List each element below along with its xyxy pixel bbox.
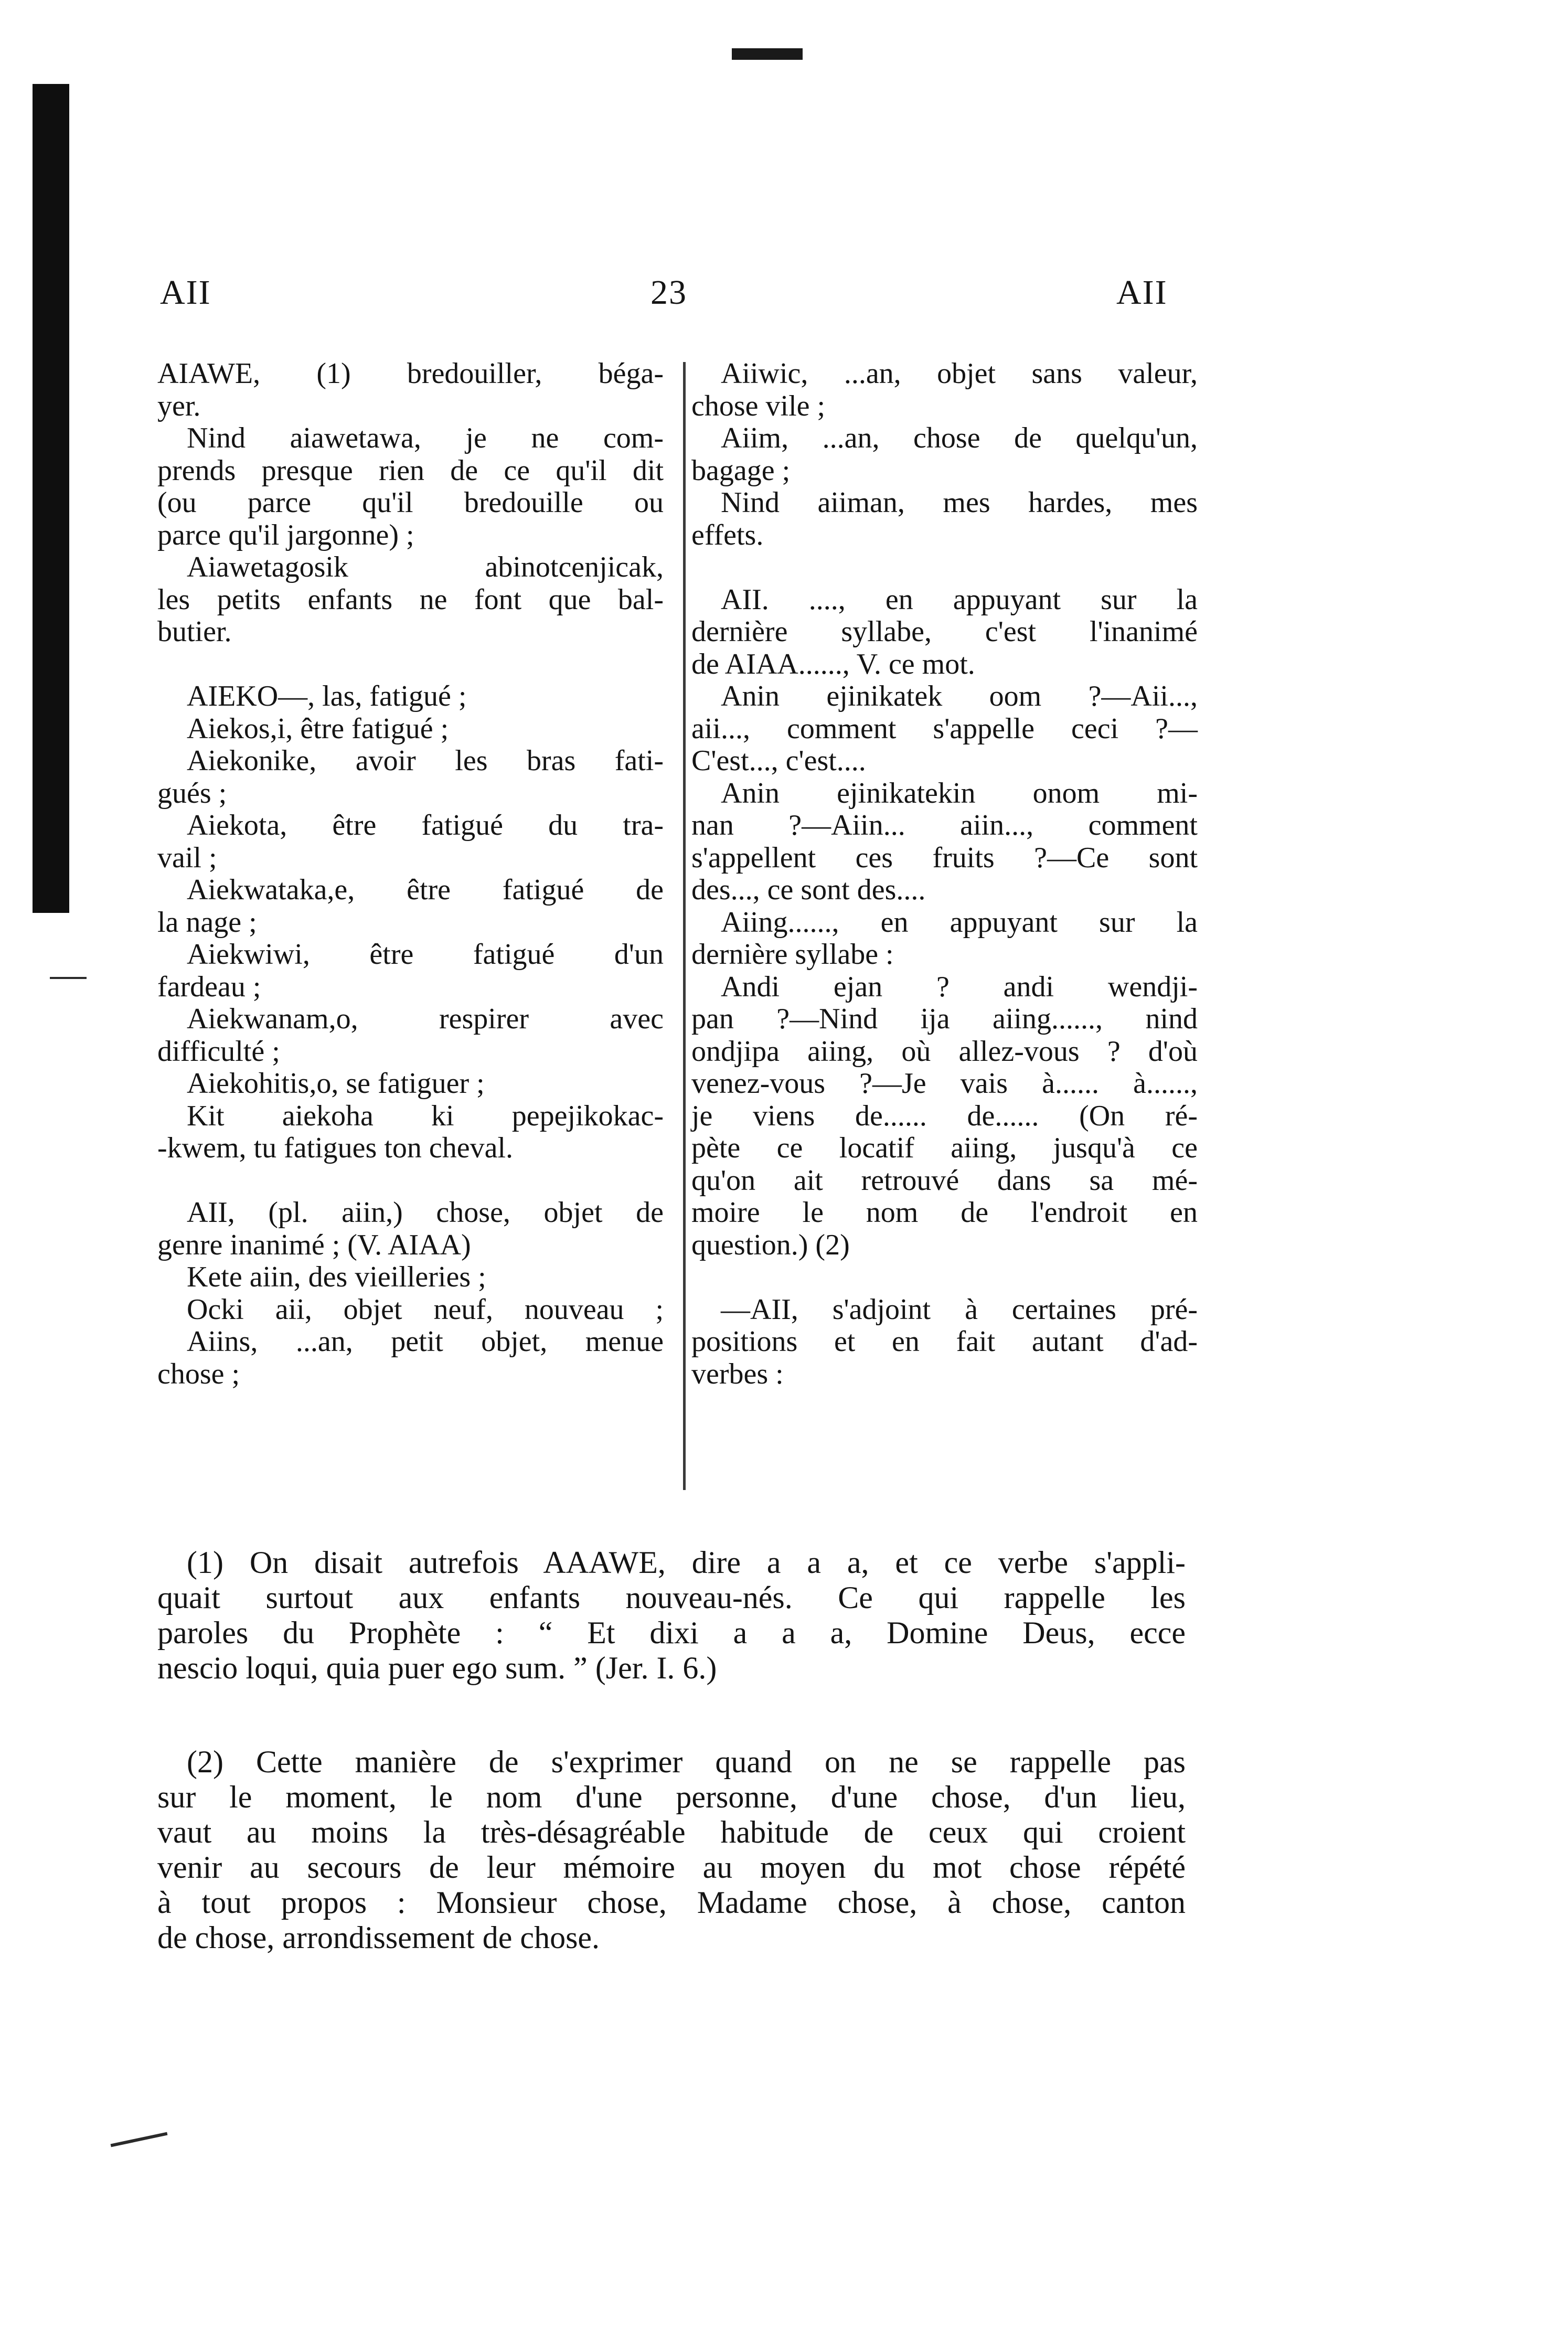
left-column-line: vail ; [157,841,217,874]
column-divider [683,362,686,1490]
footnote-line: de chose, arrondissement de chose. [157,1920,600,1955]
right-column-line: pète ce locatif aiing, jusqu'à ce [691,1132,1198,1164]
footnote-line: quait surtout aux enfants nouveau-nés. Ce qui rappelle les [157,1580,1186,1615]
page-number: 23 [650,273,687,312]
right-column-line: qu'on ait retrouvé dans sa mé- [691,1164,1198,1197]
paragraph-gap [157,1165,664,1197]
right-column-line: Anin ejinikatek oom ?—Aii..., [721,680,1198,712]
left-column-line: Aiekwataka,e, être fatigué de [187,874,664,906]
right-column-line: effets. [691,518,764,551]
right-column-line: —AII, s'adjoint à certaines pré- [721,1293,1198,1326]
right-column-line: nan ?—Aiin... aiin..., comment [691,809,1198,842]
left-column-line: Aiawetagosik abinotcenjicak, [187,551,664,583]
right-column-line: des..., ce sont des.... [691,874,926,906]
footnote-line: sur le moment, le nom d'une personne, d'une chose, d'un lieu, [157,1780,1186,1814]
footnote-2 [157,1744,1186,1955]
left-column-line: Aiekota, être fatigué du tra- [187,809,664,842]
running-head-right: AII [1116,273,1168,312]
right-column-line: chose vile ; [691,389,826,422]
left-column-line: Aiekos,i, être fatigué ; [187,712,449,745]
scan-dash-left [50,977,87,979]
left-column-line: -kwem, tu fatigues ton cheval. [157,1132,514,1164]
running-head-left: AII [160,273,211,312]
left-column-line: parce qu'il jargonne) ; [157,518,414,551]
footnote-line: (2) Cette manière de s'exprimer quand on ne se rappelle pas [187,1744,1186,1779]
footnote-line: vaut au moins la très-désagréable habitude de ceux qui croient [157,1815,1186,1849]
paragraph-gap [691,1261,1198,1294]
left-column-line: fardeau ; [157,970,261,1003]
right-column-line: Andi ejan ? andi wendji- [721,970,1198,1003]
left-column-line: AIEKO—, las, fatigué ; [187,680,467,712]
left-column-line: Aiins, ...an, petit objet, menue [187,1325,664,1358]
right-column-line: Aiim, ...an, chose de quelqu'un, [721,422,1198,454]
right-column-line: AII. ...., en appuyant sur la [721,583,1198,616]
left-column-line: AII, (pl. aiin,) chose, objet de [187,1196,664,1229]
left-column-line: Nind aiawetawa, je ne com- [187,422,664,454]
scan-mark-bottom [111,2132,168,2147]
left-column-line: Kit aiekoha ki pepejikokac- [187,1099,664,1132]
footnote-line: à tout propos : Monsieur chose, Madame chose, à chose, canton [157,1885,1186,1920]
right-column-line: Aiing......, en appuyant sur la [721,906,1198,939]
right-column-line: de AIAA......, V. ce mot. [691,647,975,680]
left-column-line: Kete aiin, des vieilleries ; [187,1261,486,1293]
scan-edge-bar [33,84,69,913]
right-column-line: s'appellent ces fruits ?—Ce sont [691,841,1198,874]
left-column-line: Ocki aii, objet neuf, nouveau ; [187,1293,664,1326]
footnote-line: nescio loqui, quia puer ego sum. ” (Jer. I. 6.) [157,1651,717,1685]
right-column-line: C'est..., c'est.... [691,744,866,777]
right-column-line: pan ?—Nind ija aiing......, nind [691,1003,1198,1035]
left-column-line: Aiekwiwi, être fatigué d'un [187,938,664,971]
left-column-line: genre inanimé ; (V. AIAA) [157,1228,471,1261]
right-column-line: dernière syllabe, c'est l'inanimé [691,615,1198,648]
right-column-line: positions et en fait autant d'ad- [691,1325,1198,1358]
right-column-line: ondjipa aiing, où allez-vous ? d'où [691,1035,1198,1068]
right-column-line: bagage ; [691,454,791,487]
right-column-line: Anin ejinikatekin onom mi- [721,776,1198,810]
left-column-line: prends presque rien de ce qu'il dit [157,454,664,487]
left-column-line: les petits enfants ne font que bal- [157,583,664,616]
footnote-line: venir au secours de leur mémoire au moyen du mot chose répété [157,1850,1186,1885]
left-column-line: AIAWE, (1) bredouiller, béga- [157,357,664,390]
left-column-line: la nage ; [157,906,257,939]
right-column-line: verbes : [691,1357,784,1390]
right-column-line: moire le nom de l'endroit en [691,1196,1198,1229]
right-column-line: dernière syllabe : [691,938,894,971]
right-column-line: je viens de...... de...... (On ré- [691,1099,1198,1132]
left-column-line: (ou parce qu'il bredouille ou [157,486,664,519]
left-column-line: Aiekwanam,o, respirer avec [187,1003,664,1035]
left-column-line: yer. [157,389,201,422]
left-column-line: gués ; [157,776,227,810]
right-column-line: aii..., comment s'appelle ceci ?— [691,712,1198,745]
footnote-1 [157,1545,1186,1686]
right-column-line: Nind aiiman, mes hardes, mes [721,486,1198,519]
right-column-line: question.) (2) [691,1228,850,1261]
footnote-line: paroles du Prophète : “ Et dixi a a a, Domine Deus, ecce [157,1615,1186,1650]
left-column [157,358,664,1390]
left-column-line: difficulté ; [157,1035,280,1068]
scan-top-mark [732,48,803,60]
footnote-line: (1) On disait autrefois AAAWE, dire a a a, et ce verbe s'appli- [187,1545,1186,1580]
left-column-line: butier. [157,615,232,648]
right-column-line: venez-vous ?—Je vais à...... à......, [691,1067,1198,1100]
left-column-line: Aiekonike, avoir les bras fati- [187,744,664,777]
right-column [691,358,1198,1390]
paragraph-gap [157,648,664,681]
right-column-line: Aiiwic, ...an, objet sans valeur, [721,357,1198,390]
paragraph-gap [691,551,1198,584]
left-column-line: Aiekohitis,o, se fatiguer ; [187,1067,485,1100]
left-column-line: chose ; [157,1357,240,1390]
